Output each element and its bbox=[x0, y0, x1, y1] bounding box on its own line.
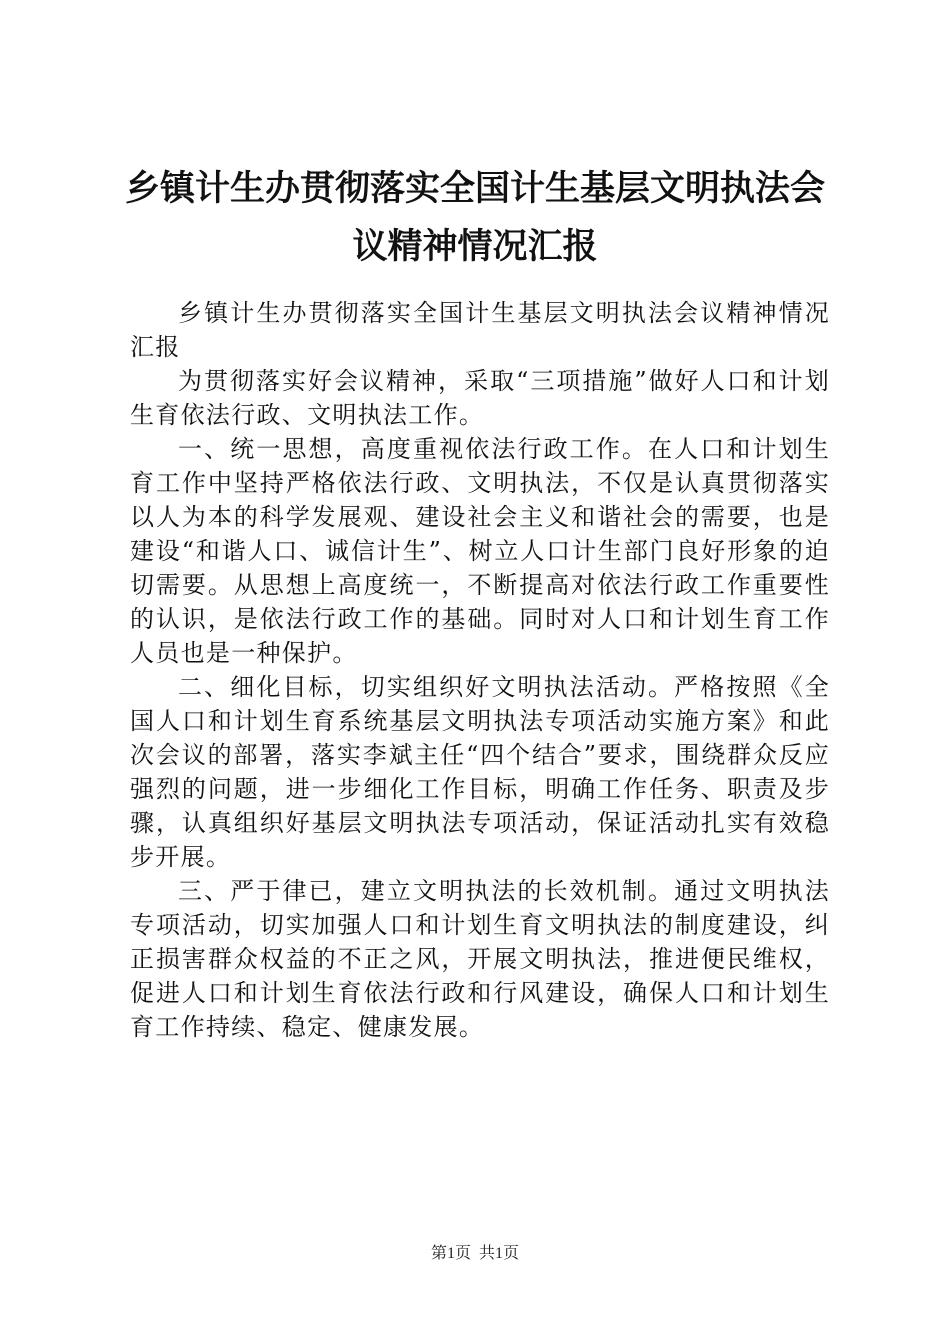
paragraph-section-2: 二、细化目标，切实组织好文明执法活动。严格按照《全国人口和计划生育系统基层文明执法专项活动实施方案》和此次会议的部署，落实李斌主任“四个结合”要求，围绕群众反应强烈的问题，进一步细化工作目标，明确工作任务、职责及步骤，认真组织好基层文明执法专项活动，保证活动扎实有效稳步开展。 bbox=[130, 673, 830, 871]
page-footer bbox=[0, 1244, 950, 1264]
paragraph-section-3: 三、严于律已，建立文明执法的长效机制。通过文明执法专项活动，切实加强人口和计划生育文明执法的制度建设，纠正损害群众权益的不正之风，开展文明执法，推进便民维权，促进人口和计划生育依法行政和行风建设，确保人口和计划生育工作持续、稳定、健康发展。 bbox=[130, 877, 830, 1041]
title-line-2: 议精神情况汇报 bbox=[352, 227, 598, 267]
title-line-1: 乡镇计生办贯彻落实全国计生基层文明执法会 bbox=[124, 169, 825, 209]
paragraph-intro: 为贯彻落实好会议精神，采取“三项措施”做好人口和计划生育依法行政、文明执法工作。 bbox=[130, 367, 830, 429]
page-number: 第1页 共1页 bbox=[430, 1245, 519, 1262]
paragraph-heading-repeat: 乡镇计生办贯彻落实全国计生基层文明执法会议精神情况汇报 bbox=[130, 299, 830, 361]
paragraph-section-1: 一、统一思想，高度重视依法行政工作。在人口和计划生育工作中坚持严格依法行政、文明执法，不仅是认真贯彻落实以人为本的科学发展观、建设社会主义和谐社会的需要，也是建设“和谐人口、诚信计生”、树立人口计生部门良好形象的迫切需要。从思想上高度统一，不断提高对依法行政工作重要性的认识，是依法行政工作的基础。同时对人口和计划生育工作人员也是一种保护。 bbox=[130, 435, 830, 667]
document-body bbox=[130, 296, 830, 1044]
document-title bbox=[120, 160, 830, 276]
